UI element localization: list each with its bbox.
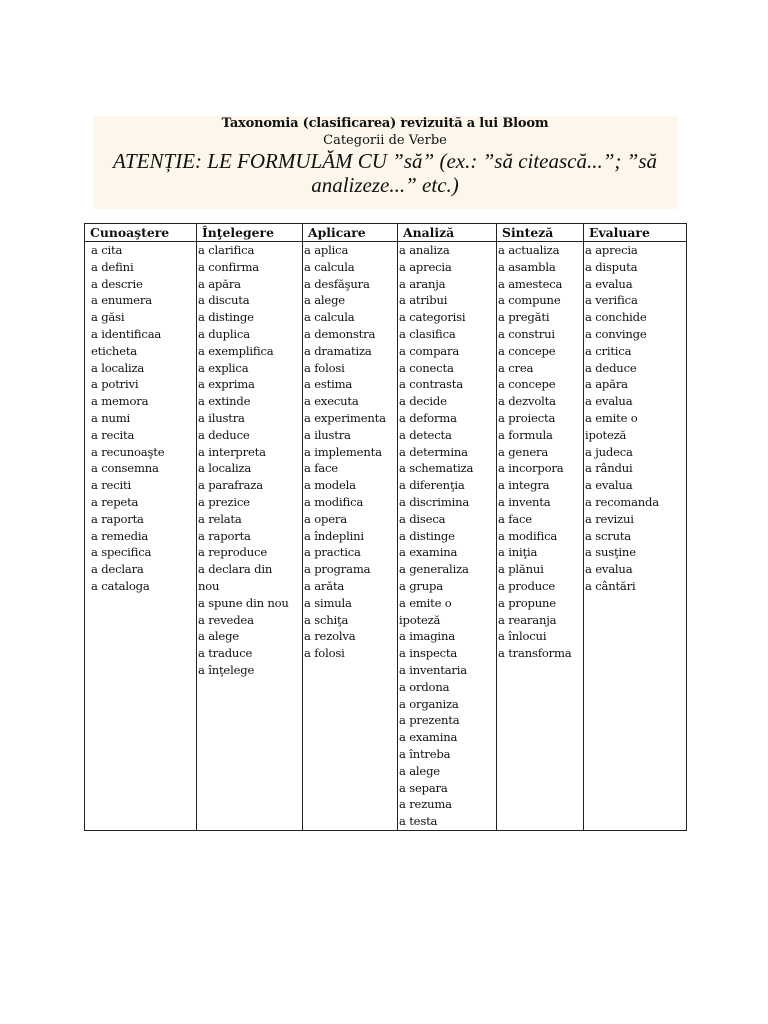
column-analiza [398,242,497,831]
verb-item: a critica [585,343,632,358]
verb-item: a recunoaşte [91,444,165,459]
verb-item: a iniţia [498,545,538,560]
verb-item: a memora [91,394,149,409]
verb-item: a crea [498,360,534,375]
verb-item: a declara din [198,562,273,577]
verb-item: a organiza [399,696,459,711]
verb-item: a numi [91,410,131,425]
verb-item: a parafraza [198,478,263,493]
verb-item: a atribui [399,293,448,308]
verb-item: a rezuma [399,797,452,812]
verb-item: a revizui [585,511,634,526]
verb-item: a explica [198,360,249,375]
verb-item: a prezenta [399,713,460,728]
verb-item: a folosi [304,360,345,375]
verb-item: a verifica [585,293,638,308]
verb-item: a alege [304,293,345,308]
verb-item: a pregăti [498,310,550,325]
verb-item: a categorisi [399,310,466,325]
verb-item: a inventaria [399,662,467,677]
column-evaluare [584,242,687,831]
verb-item: a genera [498,444,549,459]
verb-item: a clarifica [198,243,255,257]
verb-item: a folosi [304,646,345,661]
verb-item: a reproduce [198,545,267,560]
verb-item: a deduce [198,427,250,442]
verb-item: a recomanda [585,494,659,509]
verb-list-sinteza [497,242,583,662]
verb-item: a ordona [399,679,450,694]
verb-item: eticheta [91,343,138,358]
verb-item: a extinde [198,394,251,409]
verb-item: a relata [198,511,242,526]
verb-item: a estima [304,377,353,392]
verb-item: a cântări [585,578,636,593]
column-header-evaluare: Evaluare [584,224,687,242]
verb-item: a generaliza [399,562,469,577]
verb-item: a construi [498,326,555,341]
column-header-cunoastere: Cunoaştere [85,224,197,242]
verb-item: a defini [91,259,134,274]
verb-item: a dezvolta [498,394,556,409]
verb-item: a interpreta [198,444,266,459]
verb-item: a evalua [585,562,633,577]
verb-item: a programa [304,562,371,577]
verb-item: a separa [399,780,448,795]
document-subtitle: Categorii de Verbe [323,133,447,148]
verb-item: a găsi [91,310,125,325]
verb-item: a apăra [198,276,241,291]
verb-item: a testa [399,814,438,829]
verb-item: a face [304,461,338,476]
verb-item: a calcula [304,259,355,274]
attention-line-1: ATENȚIE: LE FORMULĂM CU ”să” (ex.: ”să citească...”; ”să [112,149,658,173]
table-body-row [85,242,687,831]
verb-item: a practica [304,545,361,560]
verb-item: a aplica [304,243,349,257]
verb-item: a analiza [399,243,450,257]
verb-item: a potrivi [91,377,139,392]
verb-item: a imagina [399,629,455,644]
verb-item: a confirma [198,259,259,274]
verb-item: a localiza [198,461,252,476]
verb-item: a incorpora [498,461,564,476]
column-aplicare [303,242,398,831]
verb-item: a distinge [198,310,254,325]
verb-item: a conchide [585,310,647,325]
verb-item: a diseca [399,511,446,526]
verb-item: a propune [498,595,556,610]
verb-item: a modifica [304,494,364,509]
verb-item: a plănui [498,562,544,577]
verb-item: a deforma [399,410,457,425]
verb-item: a amesteca [498,276,563,291]
verb-item: a aprecia [585,243,638,257]
verb-item: a examina [399,730,458,745]
column-cunoastere [85,242,197,831]
verb-item: a întreba [399,746,451,761]
verb-item: a modela [304,478,356,493]
verb-item: a dramatiza [304,343,372,358]
verb-item: a susţine [585,545,636,560]
document-title: Taxonomia (clasificarea) revizuită a lui Bloom [221,116,549,131]
verb-item: a modifica [498,528,558,543]
verb-item: a evalua [585,478,633,493]
verb-item: a concepe [498,343,556,358]
verb-item: a consemna [91,461,159,476]
column-header-sinteza: Sinteză [497,224,584,242]
verb-item: a face [498,511,532,526]
verb-item: a calcula [304,310,355,325]
verb-item: a disputa [585,259,638,274]
verb-item: a simula [304,595,352,610]
verb-item: a exprima [198,377,255,392]
verb-item: a distinge [399,528,455,543]
verb-item: a aprecia [399,259,452,274]
verb-item: a produce [498,578,555,593]
verb-item: a actualiza [498,243,560,257]
verb-item: a schematiza [399,461,474,476]
verb-item: nou [198,578,220,593]
verb-item: a reciti [91,478,131,493]
verb-item: a rearanja [498,612,557,627]
verb-item: a remedia [91,528,149,543]
verb-item: a ilustra [304,427,351,442]
verb-item: a revedea [198,612,254,627]
verb-item: a raporta [91,511,144,526]
verb-item: a executa [304,394,359,409]
column-header-intelegere: Înţelegere [197,224,303,242]
verb-item: a discuta [198,293,250,308]
verb-item: a emite o [399,595,452,610]
verb-item: a desfăşura [304,276,370,291]
table-header-row [85,224,687,242]
attention-note [93,149,677,197]
verb-item: ipoteză [585,427,627,442]
verb-item: a ilustra [198,410,245,425]
verb-item: a enumera [91,293,152,308]
verb-list-intelegere [197,242,302,679]
title-block [93,116,677,209]
verb-item: a demonstra [304,326,376,341]
verb-list-evaluare [584,242,686,595]
verb-list-cunoastere [85,242,196,595]
column-header-analiza: Analiză [398,224,497,242]
verb-list-aplicare [303,242,397,662]
verb-item: a formula [498,427,553,442]
verb-item: a spune din nou [198,595,289,610]
verb-item: a experimenta [304,410,386,425]
verb-item: a înţelege [198,662,255,677]
column-intelegere [197,242,303,831]
verb-item: a exemplifica [198,343,274,358]
verb-item: ipoteză [399,612,441,627]
verb-item: a localiza [91,360,145,375]
verb-item: a alege [198,629,239,644]
column-sinteza [497,242,584,831]
verb-item: a raporta [198,528,251,543]
verb-item: a cita [91,243,123,257]
verb-item: a concepe [498,377,556,392]
attention-line-2: analizeze...” etc.) [311,173,459,197]
verb-item: a detecta [399,427,452,442]
verb-item: a îndeplini [304,528,364,543]
verb-item: a traduce [198,646,253,661]
verb-item: a decide [399,394,447,409]
verb-item: a aranja [399,276,446,291]
verb-item: a deduce [585,360,637,375]
verb-item: a descrie [91,276,143,291]
verb-item: a rândui [585,461,633,476]
verb-item: a prezice [198,494,250,509]
verb-item: a cataloga [91,578,150,593]
verb-item: a arăta [304,578,345,593]
verb-item: a determina [399,444,468,459]
column-header-aplicare: Aplicare [303,224,398,242]
verb-item: a proiecta [498,410,556,425]
verb-item: a evalua [585,394,633,409]
verb-item: a integra [498,478,550,493]
verb-list-analiza [398,242,496,830]
verb-item: a scruta [585,528,632,543]
verb-item: a specifica [91,545,152,560]
verb-item: a clasifica [399,326,456,341]
verb-item: a discrimina [399,494,470,509]
verb-item: a compara [399,343,460,358]
verb-item: a identificaa [91,326,162,341]
verb-item: a grupa [399,578,443,593]
verb-item: a compune [498,293,561,308]
verb-item: a declara [91,562,144,577]
verb-item: a convinge [585,326,647,341]
verb-item: a repeta [91,494,139,509]
verb-item: a conecta [399,360,454,375]
verb-item: a duplica [198,326,250,341]
verb-item: a inventa [498,494,551,509]
verb-item: a opera [304,511,347,526]
verb-item: a inspecta [399,646,458,661]
verb-item: a evalua [585,276,633,291]
verb-item: a recita [91,427,135,442]
verb-item: a rezolva [304,629,356,644]
verb-item: a diferenţia [399,478,465,493]
verb-category-table [84,223,687,831]
verb-item: a examina [399,545,458,560]
verb-item: a transforma [498,646,572,661]
verb-item: a asambla [498,259,556,274]
verb-item: a schiţa [304,612,349,627]
verb-item: a emite o [585,410,638,425]
verb-item: a apăra [585,377,628,392]
verb-item: a contrasta [399,377,463,392]
verb-item: a judeca [585,444,633,459]
verb-item: a alege [399,763,440,778]
verb-item: a implementa [304,444,382,459]
verb-item: a înlocui [498,629,547,644]
